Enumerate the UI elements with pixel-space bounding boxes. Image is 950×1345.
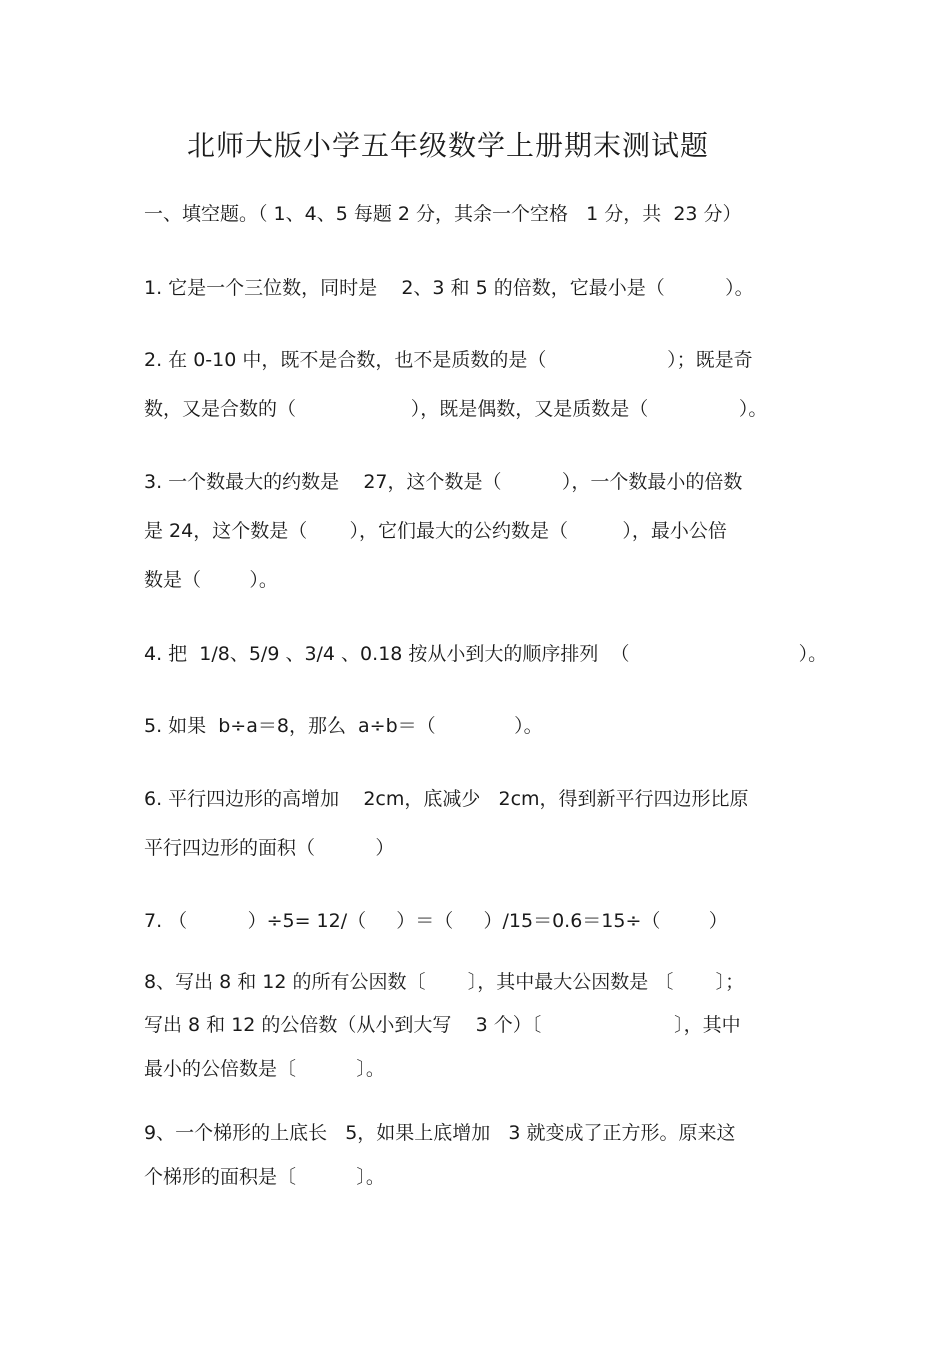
question-2-line-2: 数，又是合数的（ ），既是偶数，又是质数是（ ）。 <box>144 398 768 420</box>
question-9-line-1: 9、一个梯形的上底长 5，如果上底增加 3 就变成了正方形。原来这 <box>144 1122 736 1144</box>
question-3-line-2: 是 24，这个数是（ ），它们最大的公约数是（ ），最小公倍 <box>144 520 727 542</box>
question-8-line-1: 8、写出 8 和 12 的所有公因数〔 〕，其中最大公因数是 〔 〕； <box>144 971 745 993</box>
question-8-line-2: 写出 8 和 12 的公倍数（从小到大写 3 个）〔 〕，其中 <box>144 1014 741 1036</box>
question-7-line-1: 7. （ ）÷5= 12/（ ）＝（ ）/15＝0.6＝15÷（ ） <box>144 910 728 932</box>
question-5-line-1: 5. 如果 b÷a＝8，那么 a÷b＝（ ）。 <box>144 715 543 737</box>
question-4-line-1: 4. 把 1/8、5/9 、3/4 、0.18 按从小到大的顺序排列 （ ）。 <box>144 643 828 665</box>
section-heading: 一、填空题。（ 1、4、5 每题 2 分，其余一个空格 1 分，共 23 分） <box>144 203 742 225</box>
question-6-line-2: 平行四边形的面积（ ） <box>144 837 395 859</box>
question-3-line-1: 3. 一个数最大的约数是 27，这个数是（ ），一个数最小的倍数 <box>144 471 743 493</box>
question-9-line-2: 个梯形的面积是〔 〕。 <box>144 1166 385 1188</box>
question-6-line-1: 6. 平行四边形的高增加 2cm，底减少 2cm，得到新平行四边形比原 <box>144 788 749 810</box>
question-3-line-3: 数是（ ）。 <box>144 569 278 591</box>
question-1-line-1: 1. 它是一个三位数，同时是 2、3 和 5 的倍数，它最小是（ ）。 <box>144 277 754 299</box>
question-8-line-3: 最小的公倍数是〔 〕。 <box>144 1058 385 1080</box>
document-title: 北师大版小学五年级数学上册期末测试题 <box>186 129 709 162</box>
question-2-line-1: 2. 在 0-10 中，既不是合数，也不是质数的是（ ）；既是奇 <box>144 349 753 371</box>
